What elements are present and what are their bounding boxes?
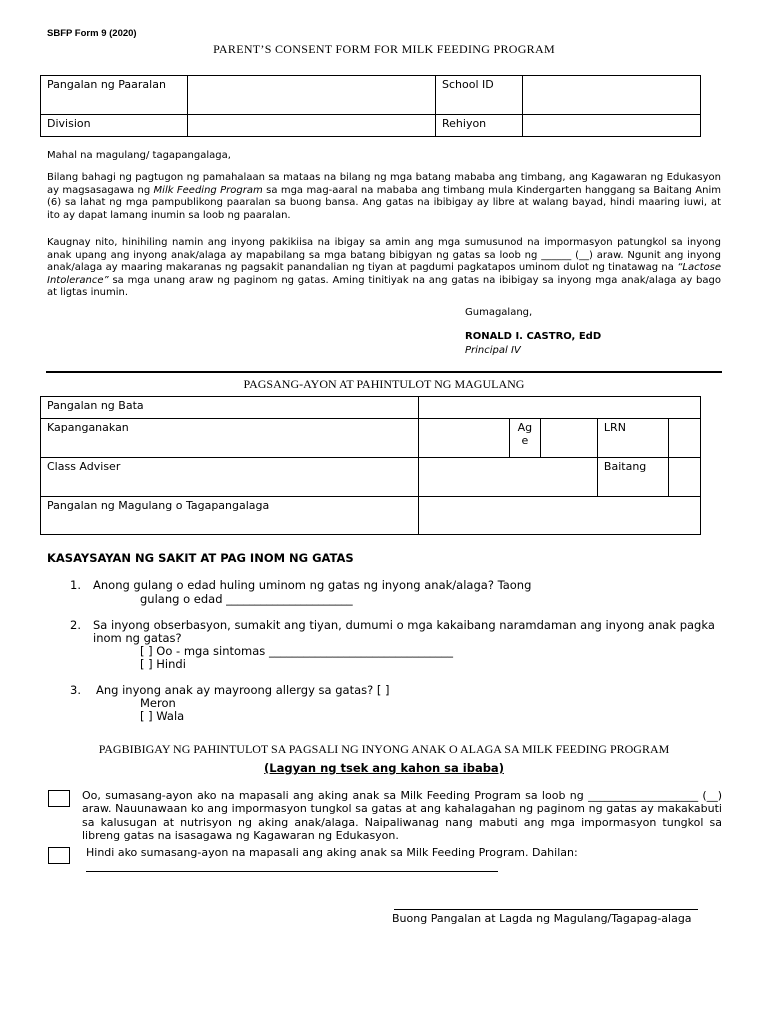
parent-name-label: Pangalan ng Magulang o Tagapangalaga: [41, 497, 419, 535]
region-field[interactable]: [523, 115, 701, 137]
q3-option-no[interactable]: [ ] Wala: [140, 709, 185, 723]
grade-field[interactable]: [669, 458, 700, 496]
division-label: Division: [41, 115, 188, 137]
q3-option-yes[interactable]: Meron: [140, 696, 176, 710]
letter-closing: Gumagalang,: [465, 307, 533, 318]
p2-text-a: Kaugnay nito, hinihiling namin ang inyong pakikiisa na ibigay sa amin ang mga sumusunod na impormasyon patungkol sa inyong anak upang ang inyong anak/alaga ay mapabilang sa mga batang bibigyan ng gatas sa loob ng ______ (__) araw. Ngunit ang inyong anak/alaga ay maaring makaranas ng pagsakit panandalian ng tiyan at pagdumi pagkatapos uminom dulot ng tinatawag na: [47, 237, 721, 274]
adviser-label: Class Adviser: [41, 458, 419, 497]
p1-text-a: Bilang bahagi ng pagtugon ng pamahalaan sa mataas na bilang ng mga batang mababa ang timbang, ang Kagawaran ng Edukasyon ay magsasagawa ng: [47, 172, 721, 196]
age-label-line-1: Ag: [517, 421, 533, 434]
letter-paragraph-2: [47, 237, 721, 300]
q1-text: Anong gulang o edad huling uminom ng gatas ng inyong anak/alaga? Taong: [93, 578, 532, 592]
birthdate-field[interactable]: [418, 419, 509, 458]
permission-instruction: (Lagyan ng tsek ang kahon sa ibaba): [264, 761, 504, 775]
history-heading: KASAYSAYAN NG SAKIT AT PAG INOM NG GATAS: [47, 551, 354, 565]
child-info-table: [40, 396, 701, 535]
q3-number: 3.: [70, 683, 81, 697]
age-field[interactable]: [540, 419, 597, 458]
disagree-text: Hindi ako sumasang-ayon na mapasali ang aking anak sa Milk Feeding Program. Dahilan:: [86, 846, 578, 859]
q1-answer-line[interactable]: gulang o edad ______________________: [140, 592, 353, 606]
school-info-table: [40, 75, 701, 137]
lrn-label: LRN: [598, 419, 669, 457]
grade-cell: [597, 458, 700, 497]
signatory-position: Principal IV: [465, 345, 521, 356]
signature-label: Buong Pangalan at Lagda ng Magulang/Tagapag-alaga: [392, 912, 692, 925]
agree-checkbox[interactable]: [48, 790, 70, 807]
consent-title: PAGSANG-AYON AT PAHINTULOT NG MAGULANG: [243, 377, 525, 391]
q2-option-yes[interactable]: [ ] Oo - mga sintomas ________________________________: [140, 644, 453, 658]
signatory-name: RONALD I. CASTRO, EdD: [465, 331, 602, 342]
division-field[interactable]: [188, 115, 436, 137]
q1-number: 1.: [70, 578, 81, 592]
q3-text: Ang inyong anak ay mayroong allergy sa gatas? [ ]: [96, 683, 390, 697]
q2-text-cont: inom ng gatas?: [93, 631, 182, 645]
q2-number: 2.: [70, 618, 81, 632]
school-name-label: Pangalan ng Paaralan: [41, 76, 188, 115]
permission-heading: PAGBIBIGAY NG PAHINTULOT SA PAGSALI NG INYONG ANAK O ALAGA SA MILK FEEDING PROGRAM: [98, 742, 670, 756]
lrn-field[interactable]: [669, 419, 700, 457]
child-name-field[interactable]: [418, 397, 700, 419]
age-label: [509, 419, 540, 458]
school-id-field[interactable]: [523, 76, 701, 115]
school-name-field[interactable]: [188, 76, 436, 115]
lrn-cell: [597, 419, 700, 458]
region-label: Rehiyon: [436, 115, 523, 137]
child-name-label: Pangalan ng Bata: [41, 397, 419, 419]
letter-greeting: Mahal na magulang/ tagapangalaga,: [47, 150, 231, 161]
p1-program: Milk Feeding Program: [153, 184, 263, 196]
p2-term: “Lactose Intolerance”: [47, 262, 721, 286]
q2-option-no[interactable]: [ ] Hindi: [140, 657, 186, 671]
agree-text: Oo, sumasang-ayon ako na mapasali ang aking anak sa Milk Feeding Program sa loob ng ____________________ (__) araw. Nauunawaan ko ang impormasyon tungkol sa gatas at ang kahalagahan ng paginom ng gatas ay makakabuti sa kalusugan at nutrisyon ng aking anak/alaga. Naipaliwanag nang mabuti ang mga impormasyon tungkol sa libreng gatas na isasagawa ng Kagawaran ng Edukasyon.: [82, 789, 722, 843]
section-divider: [46, 371, 722, 373]
q2-text: Sa inyong obserbasyon, sumakit ang tiyan, dumumi o mga kakaibang naramdaman ang inyong anak pagka: [93, 618, 715, 632]
disagree-checkbox[interactable]: [48, 847, 70, 864]
adviser-field[interactable]: [418, 458, 597, 497]
parent-name-field[interactable]: [418, 497, 700, 535]
school-id-label: School ID: [436, 76, 523, 115]
page-title: PARENT’S CONSENT FORM FOR MILK FEEDING PROGRAM: [213, 42, 555, 56]
p1-text-b: sa mga mag-aaral na mababa ang timbang mula Kindergarten hanggang sa Baitang Anim (6) sa lahat ng mga pampublikong paaralan sa buong bansa. Ang gatas na ibibigay ay libre at walang bayad, hindi maaring iuwi, at ito ay dapat lamang inumin sa loob ng paaralan.: [47, 184, 721, 221]
grade-label: Baitang: [598, 458, 669, 496]
reason-line[interactable]: [86, 871, 498, 872]
age-label-line-2: e: [521, 434, 529, 447]
letter-paragraph-1: [47, 172, 721, 222]
p2-text-b: sa mga unang araw ng paginom ng gatas. Aming tinitiyak na ang gatas na ibibigay sa inyong mga anak/alaga ay bago at ligtas inumin.: [47, 274, 721, 299]
signature-line[interactable]: [394, 909, 698, 910]
birthdate-label: Kapanganakan: [41, 419, 419, 458]
form-code: SBFP Form 9 (2020): [47, 28, 137, 39]
